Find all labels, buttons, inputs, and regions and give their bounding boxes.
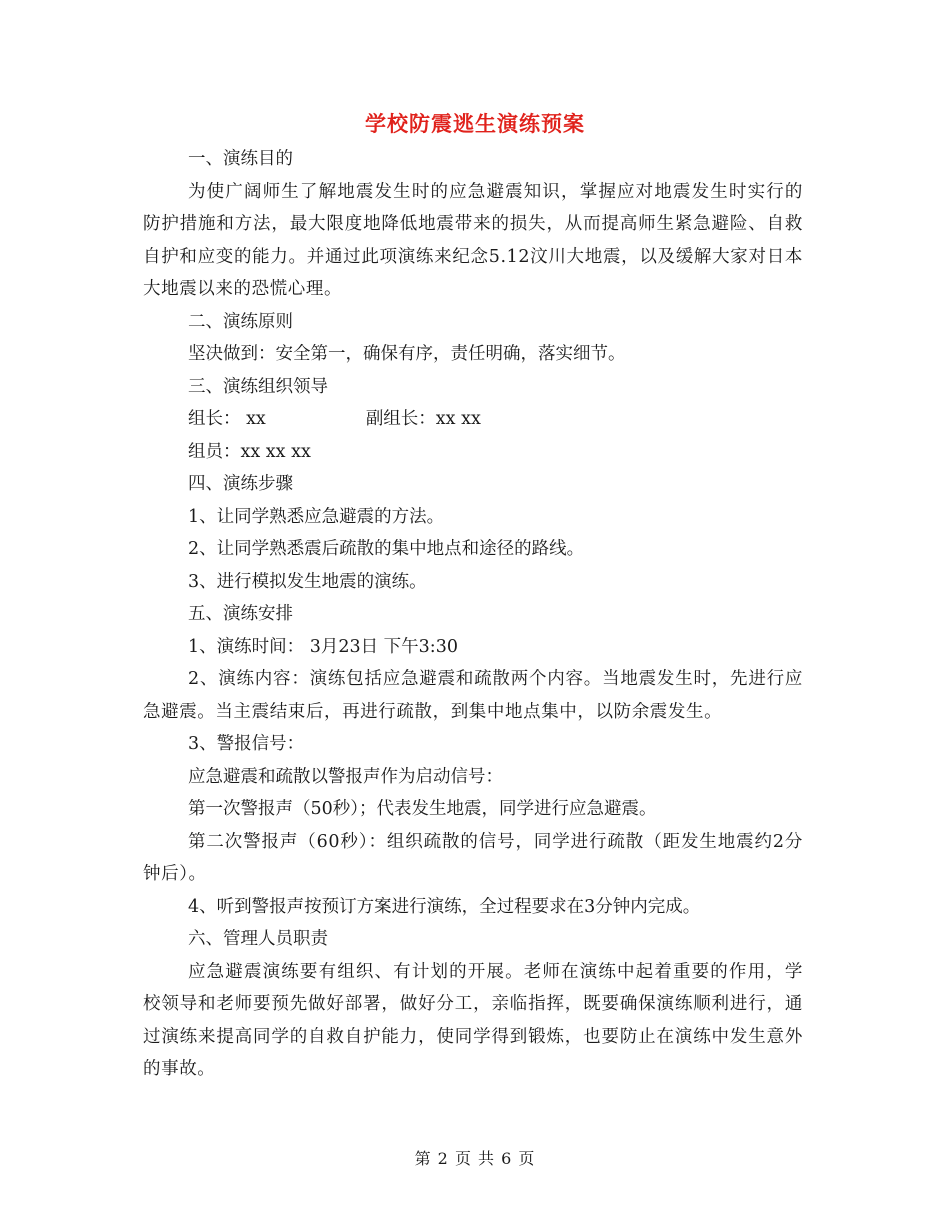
arrangement-duration: 4、听到警报声按预订方案进行演练，全过程要求在3分钟内完成。: [188, 896, 701, 917]
page-number-footer: 第 2 页 共 6 页: [414, 1149, 536, 1168]
list-item-step-3: 3、进行模拟发生地震的演练。: [188, 571, 427, 592]
arrangement-time: 1、演练时间： 3月23日 下午3:30: [188, 636, 458, 657]
section-heading-arrangement: 五、演练安排: [188, 604, 293, 624]
section-heading-duties: 六、管理人员职责: [188, 929, 328, 949]
arrangement-alarm-heading: 3、警报信号：: [188, 734, 305, 754]
arrangement-alarm-desc: 应急避震和疏散以警报声作为启动信号：: [188, 766, 503, 787]
arrangement-content: 2、演练内容：演练包括应急避震和疏散两个内容。当地震发生时，先进行应急避震。当主震结束后，再进行疏散，到集中地点集中，以防余震发生。: [143, 669, 803, 722]
alarm-second: 第二次警报声（60秒）：组织疏散的信号，同学进行疏散（距发生地震约2分钟后）。: [143, 831, 803, 884]
members-text: 组员：xx xx xx: [188, 441, 311, 462]
section-heading-steps: 四、演练步骤: [188, 474, 293, 494]
paragraph-principle: 坚决做到：安全第一，确保有序，责任明确，落实细节。: [188, 344, 626, 364]
leadership-row: [143, 403, 803, 436]
list-item-step-2: 2、让同学熟悉震后疏散的集中地点和途径的路线。: [188, 539, 585, 559]
list-item-step-1: 1、让同学熟悉应急避震的方法。: [188, 506, 445, 527]
section-heading-purpose: 一、演练目的: [188, 149, 293, 169]
alarm-first: 第一次警报声（50秒）；代表发生地震，同学进行应急避震。: [188, 799, 657, 819]
document-title: 学校防震逃生演练预案: [365, 111, 585, 136]
section-heading-leadership: 三、演练组织领导: [188, 376, 328, 397]
vice-leader-text: 副组长：xx xx: [365, 409, 481, 429]
paragraph-duties: 应急避震演练要有组织、有计划的开展。老师在演练中起着重要的作用，学校领导和老师要预先做好部署，做好分工，亲临指挥，既要确保演练顺利进行，通过演练来提高同学的自救自护能力，使同学得到锻炼，也要防止在演练中发生意外的事故。: [143, 961, 803, 1079]
leader-text: 组长： xx: [188, 409, 266, 429]
section-heading-principle: 二、演练原则: [188, 311, 293, 332]
paragraph-purpose: 为使广阔师生了解地震发生时的应急避震知识，掌握应对地震发生时实行的防护措施和方法，最大限度地降低地震带来的损失，从而提高师生紧急避险、自救自护和应变的能力。并通过此项演练来纪念5.12汶川大地震，以及缓解大家对日本大地震以来的恐慌心理。: [143, 181, 803, 299]
document-body: [143, 143, 803, 1086]
